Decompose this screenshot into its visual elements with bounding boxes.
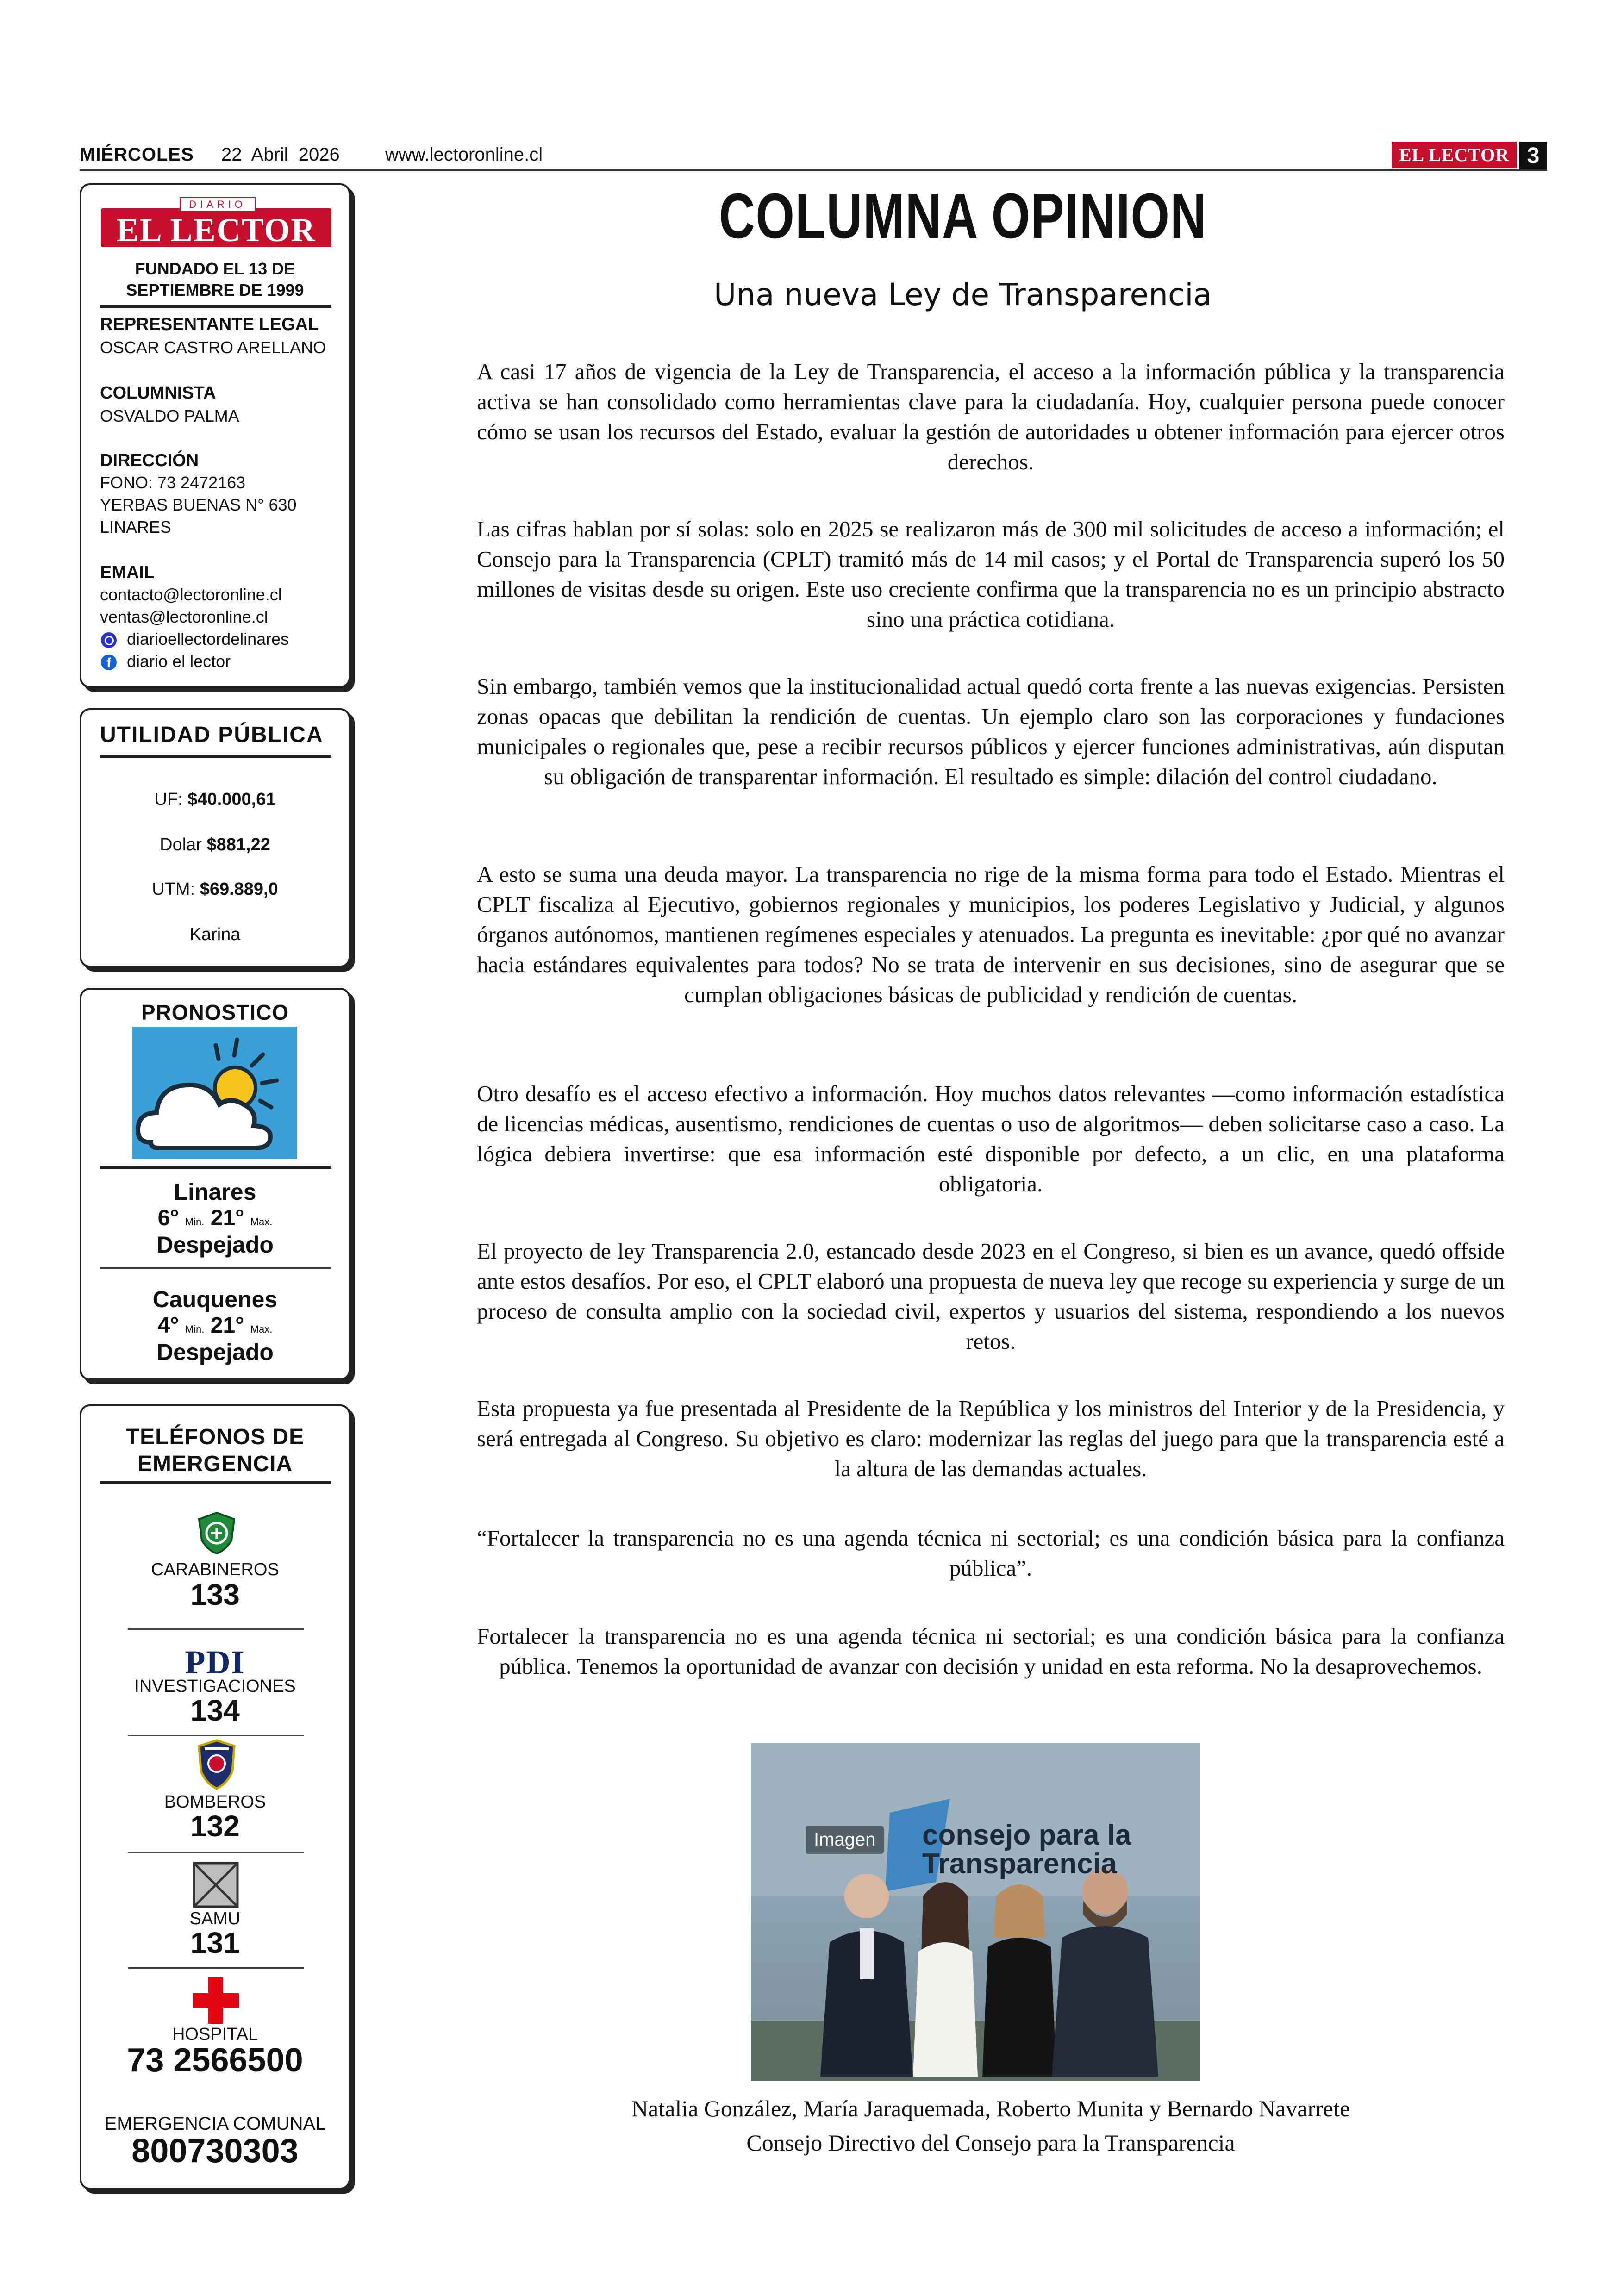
article-paragraph: A casi 17 años de vigencia de la Ley de Transparencia, el acceso a la información pública y la transparencia activa se han consolidado como herramientas clave para la ciudadanía. Hoy, cualquier persona puede conocer cómo se usan los recursos del Estado, evaluar la gestión de autoridades u obtener información para ejercer otros derechos.	[477, 359, 1505, 474]
city2-min: 4°	[157, 1313, 179, 1338]
divider	[128, 1628, 304, 1630]
telefonos-title: TELÉFONOS DE EMERGENCIA	[125, 1425, 305, 1476]
facebook-handle[interactable]: diario el lector	[127, 652, 231, 671]
columnist-label: COLUMNISTA	[100, 383, 216, 403]
comunal-label: EMERGENCIA COMUNAL	[104, 2114, 326, 2134]
bomberos-label: BOMBEROS	[164, 1792, 266, 1812]
city1-max: 21°	[210, 1206, 244, 1230]
page-number: 3	[1519, 142, 1547, 170]
pronostico-title: PRONOSTICO	[141, 1000, 289, 1024]
telefonos-rule	[100, 1481, 331, 1484]
city2-name: Cauquenes	[152, 1286, 278, 1312]
header-day: MIÉRCOLES	[80, 144, 194, 165]
pronostico-rule	[100, 1166, 331, 1169]
carabineros-icon	[194, 1511, 239, 1555]
hospital-label: HOSPITAL	[172, 2025, 258, 2044]
min-label: Min.	[185, 1323, 205, 1335]
legal-label: REPRESENTANTE LEGAL	[100, 315, 319, 334]
bomberos-icon	[195, 1739, 238, 1790]
partly-cloudy-icon	[132, 1027, 297, 1159]
carabineros-number[interactable]: 133	[190, 1578, 240, 1611]
masthead-logo	[101, 199, 331, 249]
dolar-label: Dolar	[160, 835, 202, 854]
article-paragraph: Las cifras hablan por sí solas: solo en 2025 se realizaron más de 300 mil solicitudes de acceso a información; el Consejo para la Transparencia (CPLT) tramitó más de 14 mil casos; y el Portal de Transparencia superó los 50 millones de visitas desde su origen. Este uso creciente confirma que la transparencia no es un principio abstracto sino una práctica cotidiana.	[477, 516, 1505, 632]
saint-of-day: Karina	[189, 925, 241, 944]
address-street: YERBAS BUENAS N° 630	[100, 495, 297, 514]
header-url[interactable]: www.lectoronline.cl	[385, 144, 543, 165]
city2-max: 21°	[210, 1313, 244, 1338]
city1-name: Linares	[174, 1179, 256, 1205]
utilidad-rule	[100, 755, 331, 758]
hospital-number[interactable]: 73 2566500	[127, 2042, 303, 2079]
uf-value: $40.000,61	[187, 790, 276, 809]
photo-caption-names: Natalia González, María Jaraquemada, Roberto Munita y Bernardo Navarrete	[631, 2095, 1350, 2121]
comunal-number[interactable]: 800730303	[131, 2133, 299, 2170]
telefonos-box	[80, 1404, 350, 2189]
email-ventas[interactable]: ventas@lectoronline.cl	[100, 607, 268, 626]
address-city: LINARES	[100, 518, 172, 536]
utilidad-box	[80, 708, 350, 967]
min-label: Min.	[185, 1216, 205, 1228]
instagram-icon	[101, 632, 117, 648]
masthead-logo-text: EL LECTOR	[116, 212, 316, 249]
article-paragraph: El proyecto de ley Transparencia 2.0, estancado desde 2023 en el Congreso, si bien es un avance, quedó offside ante estos desafíos. Por eso, el CPLT elaboró una propuesta de nueva ley que recoge su experiencia y surge de un proceso de consulta amplio con la sociedad civil, expertos y usuarios del sistema, respondiendo a los nuevos retos.	[477, 1238, 1505, 1354]
samu-label: SAMU	[189, 1909, 241, 1928]
photo-sign: consejo para la Transparencia	[922, 1819, 1131, 1880]
divider	[128, 1967, 304, 1969]
article-paragraph: Sin embargo, también vemos que la institucionalidad actual quedó corta frente a las nuevas exigencias. Persisten zonas opacas que debilitan la rendición de cuentas. Un ejemplo claro son las corporaciones y fundaciones municipales o regionales que, pese a recibir recursos públicos y ejercer funciones administrativas, aún disputan su obligación de transparentar información. El resultado es simple: dilación del control ciudadano.	[477, 674, 1505, 789]
bomberos-number[interactable]: 132	[190, 1809, 240, 1843]
city2-temps	[81, 1313, 349, 1338]
red-cross-icon	[192, 1977, 240, 2025]
masthead-rule	[100, 305, 331, 308]
email-contacto[interactable]: contacto@lectoronline.cl	[100, 585, 282, 604]
samu-icon	[193, 1862, 239, 1908]
divider	[128, 1735, 304, 1736]
pronostico-box	[80, 988, 350, 1380]
utm-value: $69.889,0	[200, 879, 278, 899]
section-title: COLUMNA OPINION	[719, 181, 1207, 252]
city1-state: Despejado	[156, 1232, 274, 1258]
address-phone: FONO: 73 2472163	[100, 473, 246, 492]
article-subtitle: Una nueva Ley de Transparencia	[714, 277, 1212, 312]
article-paragraph: A esto se suma una deuda mayor. La transparencia no rige de la misma forma para todo el Estado. Mientras el CPLT fiscaliza al Ejecutivo, gobiernos regionales y municipios, los poderes Legislativo y Judicial, y algunos órganos autónomos, mantienen regímenes especiales y atenuados. La pregunta es inevitable: ¿por qué no avanzar hacia estándares equivalentes para todos? No se trata de intervenir en sus decisiones, sino de asegurar que se cumplan obligaciones básicas de publicidad y rendición de cuentas.	[477, 861, 1505, 1007]
header-date: 22 Abril 2026	[221, 144, 340, 165]
pdi-number[interactable]: 134	[190, 1694, 240, 1727]
masthead-box	[80, 183, 350, 688]
dolar-value: $881,22	[206, 835, 270, 854]
article-paragraph: Otro desafío es el acceso efectivo a información. Hoy muchos datos relevantes —como información estadística de licencias médicas, ausentismo, rendiciones de cuentas o uso de algoritmos— deben solicitarse caso a caso. La lógica debiera invertirse: que esa información esté disponible por defecto, a un clic, en una plataforma obligatoria.	[477, 1081, 1505, 1197]
address-label: DIRECCIÓN	[100, 451, 199, 470]
max-label: Max.	[250, 1323, 273, 1335]
utm-label: UTM:	[152, 879, 195, 899]
city1-temps	[81, 1205, 349, 1231]
masthead-founded: FUNDADO EL 13 DE SEPTIEMBRE DE 1999	[126, 259, 304, 299]
legal-value: OSCAR CASTRO ARELLANO	[100, 338, 326, 357]
columnist-value: OSVALDO PALMA	[100, 406, 239, 425]
header-divider	[80, 169, 1547, 171]
pdi-logo: PDI	[185, 1644, 245, 1681]
pdi-label: INVESTIGACIONES	[134, 1677, 296, 1696]
email-label: EMAIL	[100, 563, 155, 582]
utm-row	[81, 879, 349, 899]
max-label: Max.	[250, 1216, 273, 1228]
city2-state: Despejado	[156, 1339, 274, 1365]
facebook-icon: f	[101, 655, 117, 670]
article-paragraph: Esta propuesta ya fue presentada al Presidente de la República y los ministros del Interior y de la Presidencia, y será entregada al Congreso. Su objetivo es claro: modernizar las reglas del juego para que la transparencia esté a la altura de las demandas actuales.	[477, 1396, 1505, 1481]
samu-number[interactable]: 131	[190, 1926, 240, 1959]
article-paragraph: Fortalecer la transparencia no es una agenda técnica ni sectorial; es una condición básica para la confianza pública. Tenemos la oportunidad de avanzar con decisión y unidad en esta reforma. No la desaprovechemos.	[477, 1623, 1505, 1679]
pronostico-divider	[100, 1267, 331, 1269]
utilidad-title: UTILIDAD PÚBLICA	[100, 723, 324, 747]
dolar-row	[81, 835, 349, 855]
city1-min: 6°	[157, 1206, 179, 1230]
uf-row	[81, 790, 349, 810]
uf-label: UF:	[154, 790, 183, 809]
instagram-handle[interactable]: diarioellectordelinares	[127, 630, 289, 649]
article-quote: “Fortalecer la transparencia no es una agenda técnica ni sectorial; es una condición básica para la confianza pública”.	[477, 1525, 1505, 1581]
article-photo	[751, 1743, 1200, 2081]
photo-caption-role: Consejo Directivo del Consejo para la Transparencia	[746, 2130, 1235, 2156]
divider	[128, 1852, 304, 1853]
photo-tag: Imagen	[806, 1826, 884, 1854]
header-logo: EL LECTOR	[1392, 142, 1517, 168]
masthead-logo-small: DIARIO	[180, 197, 256, 212]
carabineros-label: CARABINEROS	[151, 1560, 279, 1579]
